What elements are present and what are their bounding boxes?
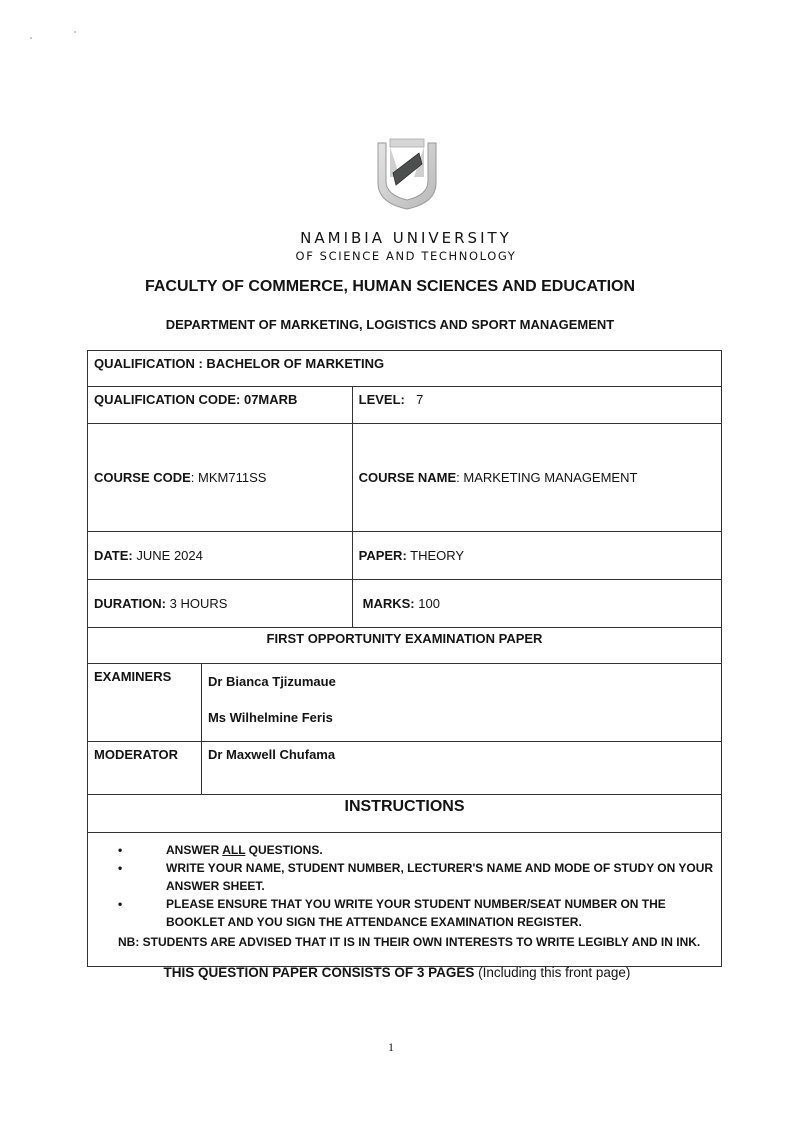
instructions-heading-row	[88, 795, 722, 833]
bullet-icon: •	[118, 861, 123, 875]
duration-value: 3 HOURS	[169, 596, 228, 611]
instruction-text: WRITE YOUR NAME, STUDENT NUMBER, LECTURER'S NAME AND MODE OF STUDY ON YOUR ANSWER SHEET.	[166, 861, 714, 893]
date-cell	[88, 532, 353, 580]
instruction-text: PLEASE ENSURE THAT YOU WRITE YOUR STUDENT NUMBER/SEAT NUMBER ON THE BOOKLET AND YOU SIGN THE ATTENDANCE EXAMINATION REGISTER.	[166, 897, 666, 929]
qualification-row	[88, 351, 722, 387]
university-name: NAMIBIA UNIVERSITY	[300, 229, 512, 247]
course-name-value: : MARKETING MANAGEMENT	[456, 470, 638, 485]
course-code-label: COURSE CODE	[94, 470, 191, 485]
marks-value: 100	[418, 596, 440, 611]
scan-speck	[74, 31, 76, 33]
course-row	[88, 424, 722, 532]
instruction-item	[116, 859, 715, 895]
paper-cell	[352, 532, 721, 580]
scan-speck	[30, 37, 32, 39]
faculty-title: FACULTY OF COMMERCE, HUMAN SCIENCES AND EDUCATION	[144, 278, 636, 295]
moderator-label: MODERATOR	[88, 742, 202, 795]
department-title: DEPARTMENT OF MARKETING, LOGISTICS AND SPORT MANAGEMENT	[165, 317, 615, 332]
duration-label: DURATION:	[94, 596, 166, 611]
date-paper-row	[88, 532, 722, 580]
marks-cell	[352, 580, 721, 628]
instruction-emphasis: ALL	[222, 843, 246, 857]
examiners-label: EXAMINERS	[88, 664, 202, 742]
course-code-cell	[88, 424, 353, 532]
bullet-icon: •	[118, 897, 123, 911]
course-name-label: COURSE NAME	[358, 470, 457, 485]
marks-label: MARKS:	[362, 596, 415, 611]
duration-marks-row	[88, 580, 722, 628]
examiner-name: Dr Bianca Tjizumaue	[207, 674, 336, 689]
level-value: 7	[416, 392, 424, 407]
opportunity-cell: FIRST OPPORTUNITY EXAMINATION PAPER	[88, 628, 722, 664]
level-label: LEVEL:	[358, 392, 405, 407]
course-code-value: : MKM711SS	[190, 470, 267, 485]
nb-note: NB: STUDENTS ARE ADVISED THAT IT IS IN THEIR OWN INTERESTS TO WRITE LEGIBLY AND IN INK.	[118, 935, 701, 949]
instruction-item	[116, 895, 715, 931]
course-name-cell	[352, 424, 721, 532]
qualification-cell: QUALIFICATION : BACHELOR OF MARKETING	[88, 351, 722, 387]
moderator-row	[88, 742, 722, 795]
examiner-name: Ms Wilhelmine Feris	[207, 710, 333, 725]
moderator-name: Dr Maxwell Chufama	[201, 742, 721, 795]
university-logo	[362, 133, 452, 213]
university-subtitle: OF SCIENCE AND TECHNOLOGY	[295, 249, 517, 263]
opportunity-row	[88, 628, 722, 664]
instructions-row	[88, 833, 722, 967]
page-count-note	[0, 965, 794, 980]
page-count-bold: THIS QUESTION PAPER CONSISTS OF 3 PAGES	[163, 965, 475, 980]
date-label: DATE:	[94, 548, 133, 563]
examiners-row	[88, 664, 722, 742]
bullet-icon: •	[118, 843, 123, 857]
examiners-list	[201, 664, 721, 742]
instructions-cell	[88, 833, 722, 967]
instruction-text: ANSWER	[166, 843, 223, 857]
paper-value: THEORY	[410, 548, 465, 563]
instruction-text: QUESTIONS.	[245, 843, 323, 857]
instruction-item	[116, 841, 715, 859]
instructions-list	[116, 841, 715, 931]
page-number: 1	[388, 1040, 394, 1054]
duration-cell	[88, 580, 353, 628]
paper-label: PAPER:	[358, 548, 407, 563]
instructions-heading: INSTRUCTIONS	[88, 795, 722, 833]
date-value: JUNE 2024	[136, 548, 203, 563]
code-level-row	[88, 387, 722, 424]
level-cell	[352, 387, 721, 424]
exam-details-table	[87, 350, 722, 967]
qualification-code-cell: QUALIFICATION CODE: 07MARB	[88, 387, 353, 424]
page-count-normal: (Including this front page)	[474, 965, 631, 980]
